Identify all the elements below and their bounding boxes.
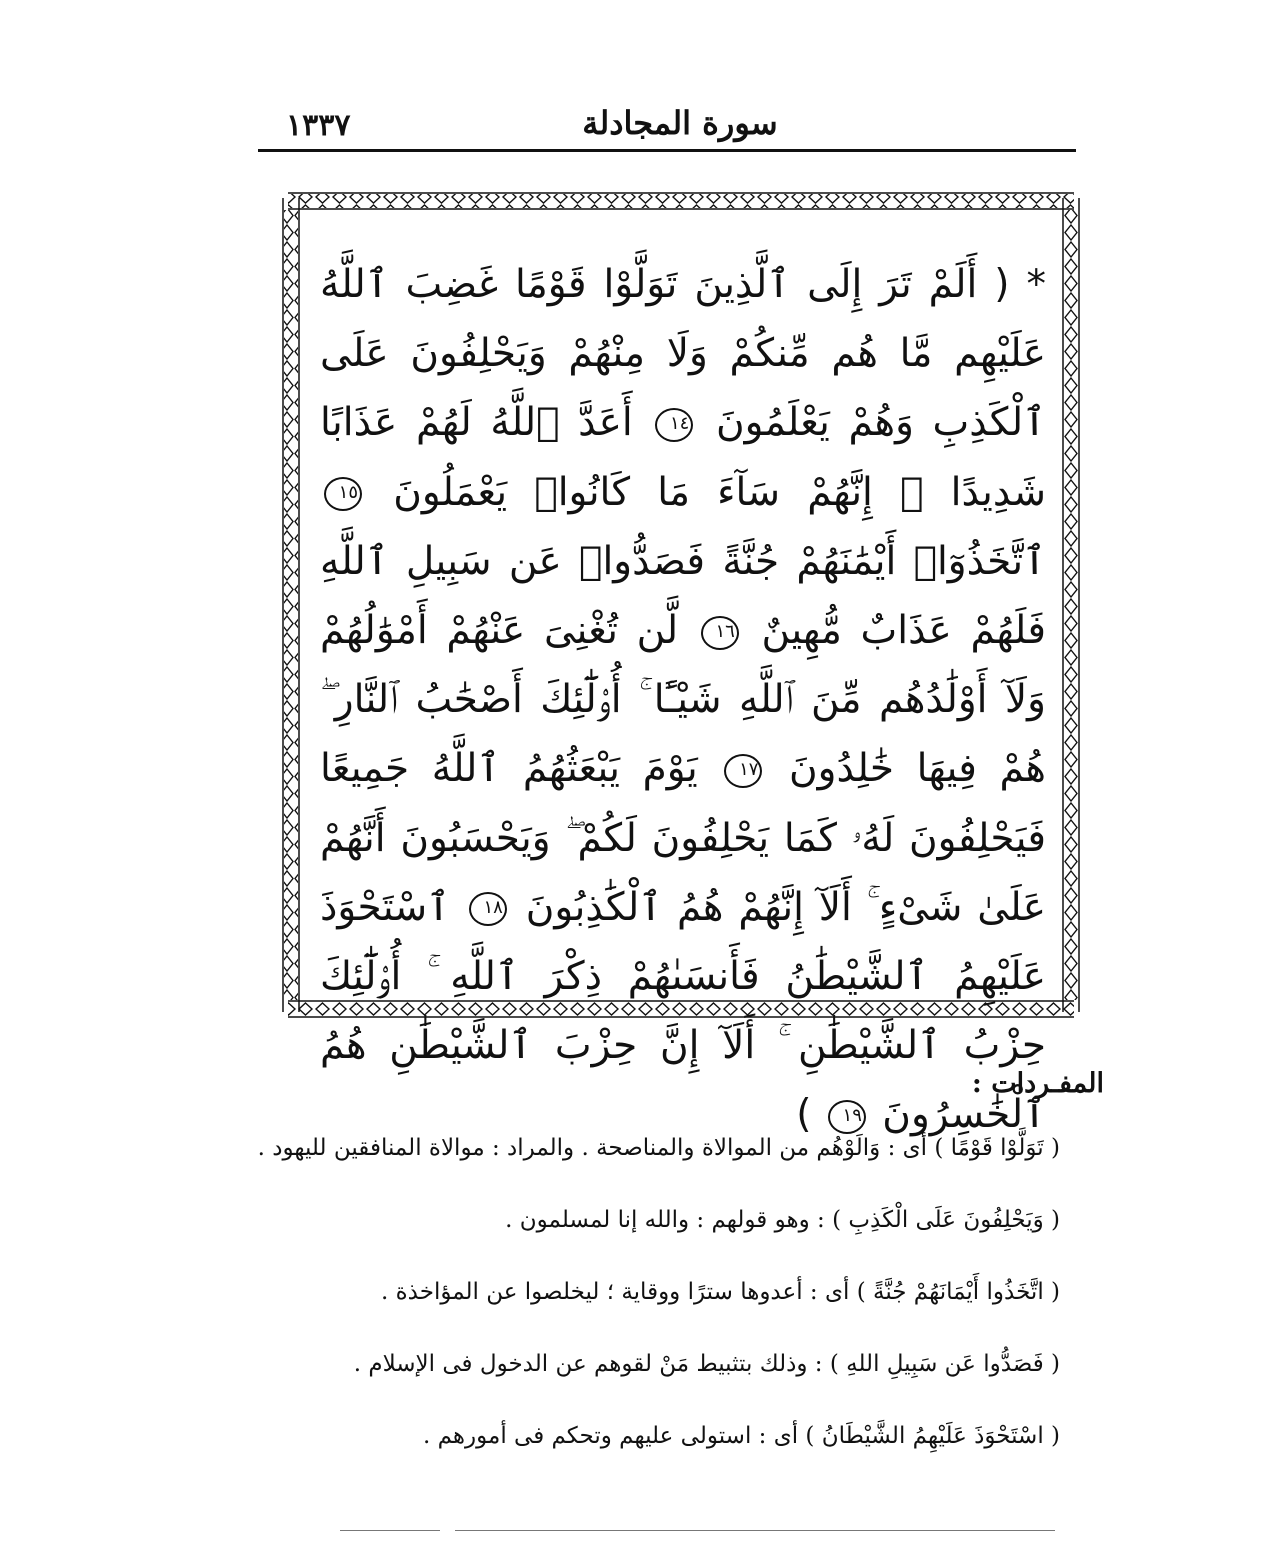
vocabulary-item xyxy=(300,1412,1060,1484)
footer-rule-left xyxy=(340,1530,440,1531)
frame-border-top xyxy=(288,193,1074,209)
ayah-number-17: ١٧ xyxy=(724,754,762,788)
verse-text: ٱسْتَحْوَذَ عَلَيْهِمُ ٱلشَّيْطَٰنُ فَأَنسَىٰهُمْ ذِكْرَ ٱللَّهِ ۚ أُو۟لَٰٓئِكَ حِزْبُ ٱلشَّيْطَٰنِ ۚ أَلَآ إِنَّ حِزْبَ ٱلشَّيْطَٰنِ هُمُ ٱلْخَٰسِرُونَ xyxy=(320,884,1046,1138)
page-number: ١٣٣٧ xyxy=(286,108,351,143)
vocabulary-explanation: أى : أعدوها سترًا ووقاية ؛ ليخلصوا عن المؤاخذة . xyxy=(380,1279,857,1305)
vocabulary-item xyxy=(300,1196,1060,1268)
closing-bracket: ) xyxy=(796,1092,812,1138)
vocabulary-term: ( تَوَلَّوْا قَوْمًا ) xyxy=(934,1135,1060,1161)
ayah-number-18: ١٨ xyxy=(469,892,507,926)
vocabulary-explanation: : وذلك بتثبيط مَنْ لقوهم عن الدخول فى الإسلام . xyxy=(353,1351,830,1377)
vocabulary-item xyxy=(300,1340,1060,1412)
vocabulary-item xyxy=(257,1124,1060,1196)
frame-border-right xyxy=(1063,198,1079,1012)
ayah-number-14: ١٤ xyxy=(655,408,693,442)
vocabulary-list xyxy=(257,1124,1060,1484)
verse-text: ٱتَّخَذُوٓا۟ أَيْمَٰنَهُمْ جُنَّةً فَصَدُّوا۟ عَن سَبِيلِ ٱللَّهِ فَلَهُمْ عَذَابٌ مُّهِينٌ xyxy=(320,538,1046,654)
vocabulary-explanation: : وهو قولهم : والله إنا لمسلمون . xyxy=(505,1207,833,1233)
verse-text: لَّن تُغْنِىَ عَنْهُمْ أَمْوَٰلُهُمْ وَلَآ أَوْلَٰدُهُم مِّنَ ٱللَّهِ شَيْـًٔا ۚ أُو۟لَٰٓئِكَ أَصْحَٰبُ ٱلنَّارِ ۖ هُمْ فِيهَا خَٰلِدُونَ xyxy=(320,608,1046,792)
footer-rule-right xyxy=(455,1530,1055,1531)
verse-text: * ( أَلَمْ تَرَ إِلَى ٱلَّذِينَ تَوَلَّوْا قَوْمًا غَضِبَ ٱللَّهُ عَلَيْهِم مَّا هُم مِّنكُمْ وَلَا مِنْهُمْ وَيَحْلِفُونَ عَلَى ٱلْكَذِبِ وَهُمْ يَعْلَمُونَ xyxy=(320,262,1046,446)
header-divider xyxy=(258,149,1076,152)
surah-title: سورة المجادلة xyxy=(582,104,778,142)
vocabulary-item xyxy=(300,1268,1060,1340)
ayah-number-16: ١٦ xyxy=(701,616,739,650)
vocabulary-term: ( فَصَدُّوا عَن سَبِيلِ اللهِ ) xyxy=(829,1351,1060,1377)
verse-text: يَوْمَ يَبْعَثُهُمُ ٱللَّهُ جَمِيعًا فَيَحْلِفُونَ لَهُۥ كَمَا يَحْلِفُونَ لَكُمْ ۖ وَيَحْسَبُونَ أَنَّهُمْ عَلَىٰ شَىْءٍ ۚ أَلَآ إِنَّهُمْ هُمُ ٱلْكَٰذِبُونَ xyxy=(320,746,1046,930)
ayah-number-19: ١٩ xyxy=(828,1100,866,1134)
vocabulary-heading: المفـردات : xyxy=(971,1068,1104,1099)
verse-text: أَعَدَّ ٱللَّهُ لَهُمْ عَذَابًا شَدِيدًا ۖ إِنَّهُمْ سَآءَ مَا كَانُوا۟ يَعْمَلُونَ xyxy=(320,400,1046,515)
vocabulary-term: ( اسْتَحْوَذَ عَلَيْهِمُ الشَّيْطَانُ ) xyxy=(805,1423,1060,1449)
quran-verses xyxy=(320,250,1046,1150)
ayah-number-15: ١٥ xyxy=(324,477,362,511)
vocabulary-term: ( وَيَحْلِفُونَ عَلَى الْكَذِبِ ) xyxy=(832,1207,1060,1233)
vocabulary-explanation: أى : وَالَوْهُم من الموالاة والمناصحة . والمراد : موالاة المنافقين لليهود . xyxy=(257,1135,935,1161)
vocabulary-explanation: أى : استولى عليهم وتحكم فى أمورهم . xyxy=(422,1423,806,1449)
vocabulary-term: ( اتَّخَذُوا أَيْمَانَهُمْ جُنَّةً ) xyxy=(856,1279,1060,1305)
frame-border-left xyxy=(283,198,299,1012)
